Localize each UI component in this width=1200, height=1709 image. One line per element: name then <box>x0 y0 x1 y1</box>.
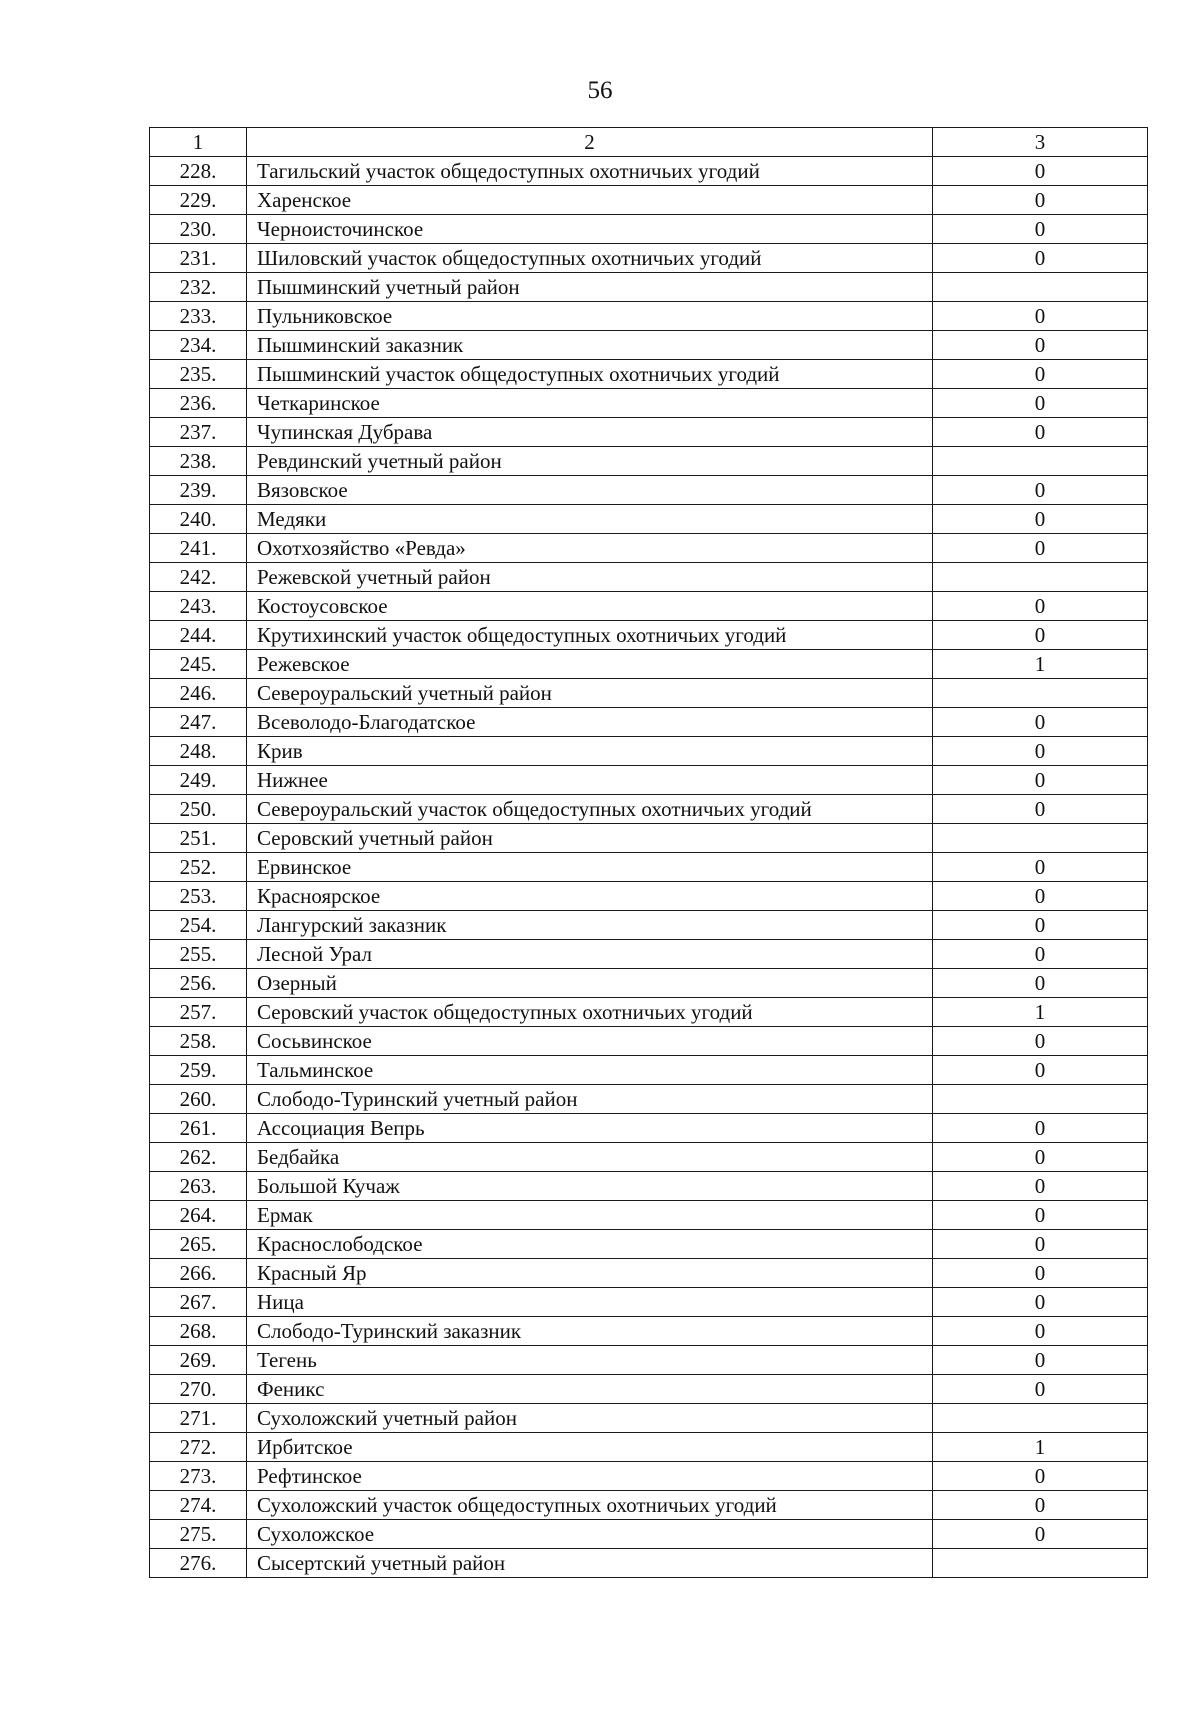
row-number-cell: 249. <box>150 766 247 795</box>
row-name-cell: Красный Яр <box>247 1259 933 1288</box>
row-number-cell: 273. <box>150 1462 247 1491</box>
row-value-cell: 1 <box>933 998 1148 1027</box>
row-number-cell: 236. <box>150 389 247 418</box>
row-name-cell: Нижнее <box>247 766 933 795</box>
row-value-cell: 0 <box>933 1201 1148 1230</box>
row-name-cell: Сухоложский учетный район <box>247 1404 933 1433</box>
row-number-cell: 270. <box>150 1375 247 1404</box>
row-number-cell: 248. <box>150 737 247 766</box>
row-name-cell: Ница <box>247 1288 933 1317</box>
table-row <box>150 824 1148 853</box>
row-number-cell: 230. <box>150 215 247 244</box>
row-number-cell: 274. <box>150 1491 247 1520</box>
table-row <box>150 215 1148 244</box>
row-name-cell: Харенское <box>247 186 933 215</box>
column-header-name: 2 <box>247 128 933 157</box>
row-number-cell: 271. <box>150 1404 247 1433</box>
row-name-cell: Североуральский учетный район <box>247 679 933 708</box>
row-number-cell: 263. <box>150 1172 247 1201</box>
row-value-cell: 0 <box>933 1462 1148 1491</box>
row-name-cell: Пульниковское <box>247 302 933 331</box>
row-value-cell: 0 <box>933 911 1148 940</box>
table-row <box>150 1404 1148 1433</box>
row-name-cell: Лангурский заказник <box>247 911 933 940</box>
row-value-cell <box>933 273 1148 302</box>
table-row <box>150 302 1148 331</box>
table-row <box>150 157 1148 186</box>
row-name-cell: Краснослободское <box>247 1230 933 1259</box>
row-number-cell: 255. <box>150 940 247 969</box>
row-value-cell: 0 <box>933 1288 1148 1317</box>
table-row <box>150 592 1148 621</box>
row-name-cell: Крутихинский участок общедоступных охотничьих угодий <box>247 621 933 650</box>
row-number-cell: 228. <box>150 157 247 186</box>
column-header-value: 3 <box>933 128 1148 157</box>
table-row <box>150 737 1148 766</box>
row-value-cell: 0 <box>933 215 1148 244</box>
table-row <box>150 853 1148 882</box>
table-row <box>150 1027 1148 1056</box>
row-number-cell: 251. <box>150 824 247 853</box>
table-row <box>150 447 1148 476</box>
row-number-cell: 269. <box>150 1346 247 1375</box>
row-value-cell: 0 <box>933 1346 1148 1375</box>
row-number-cell: 229. <box>150 186 247 215</box>
table-row <box>150 1143 1148 1172</box>
row-name-cell: Костоусовское <box>247 592 933 621</box>
row-number-cell: 267. <box>150 1288 247 1317</box>
row-name-cell: Рефтинское <box>247 1462 933 1491</box>
row-name-cell: Сухоложский участок общедоступных охотничьих угодий <box>247 1491 933 1520</box>
row-number-cell: 237. <box>150 418 247 447</box>
table-row <box>150 1114 1148 1143</box>
row-name-cell: Всеволодо-Благодатское <box>247 708 933 737</box>
table-row <box>150 1172 1148 1201</box>
row-name-cell: Сысертский учетный район <box>247 1549 933 1578</box>
table-row <box>150 273 1148 302</box>
row-value-cell: 0 <box>933 882 1148 911</box>
row-value-cell: 0 <box>933 534 1148 563</box>
row-value-cell: 0 <box>933 766 1148 795</box>
table-row <box>150 331 1148 360</box>
row-value-cell: 0 <box>933 1027 1148 1056</box>
row-name-cell: Медяки <box>247 505 933 534</box>
row-name-cell: Бедбайка <box>247 1143 933 1172</box>
row-name-cell: Североуральский участок общедоступных охотничьих угодий <box>247 795 933 824</box>
row-number-cell: 264. <box>150 1201 247 1230</box>
row-number-cell: 232. <box>150 273 247 302</box>
table-row <box>150 244 1148 273</box>
row-value-cell: 0 <box>933 389 1148 418</box>
row-name-cell: Ервинское <box>247 853 933 882</box>
row-number-cell: 266. <box>150 1259 247 1288</box>
row-number-cell: 234. <box>150 331 247 360</box>
row-value-cell: 0 <box>933 302 1148 331</box>
row-number-cell: 253. <box>150 882 247 911</box>
row-value-cell: 0 <box>933 244 1148 273</box>
row-name-cell: Тальминское <box>247 1056 933 1085</box>
row-value-cell: 0 <box>933 1375 1148 1404</box>
table-row <box>150 1201 1148 1230</box>
row-number-cell: 258. <box>150 1027 247 1056</box>
table-row <box>150 476 1148 505</box>
row-value-cell: 1 <box>933 650 1148 679</box>
table-row <box>150 795 1148 824</box>
table-row <box>150 186 1148 215</box>
row-name-cell: Красноярское <box>247 882 933 911</box>
table-row <box>150 563 1148 592</box>
table-row <box>150 969 1148 998</box>
column-header-number: 1 <box>150 128 247 157</box>
table-row <box>150 766 1148 795</box>
row-value-cell: 0 <box>933 331 1148 360</box>
row-name-cell: Сосьвинское <box>247 1027 933 1056</box>
row-name-cell: Черноисточинское <box>247 215 933 244</box>
row-number-cell: 240. <box>150 505 247 534</box>
row-value-cell: 0 <box>933 476 1148 505</box>
row-number-cell: 235. <box>150 360 247 389</box>
row-value-cell: 0 <box>933 360 1148 389</box>
row-name-cell: Слободо-Туринский учетный район <box>247 1085 933 1114</box>
table-row <box>150 1317 1148 1346</box>
table-row <box>150 1259 1148 1288</box>
table-row <box>150 1462 1148 1491</box>
row-name-cell: Четкаринское <box>247 389 933 418</box>
row-name-cell: Чупинская Дубрава <box>247 418 933 447</box>
table-row <box>150 679 1148 708</box>
row-value-cell: 0 <box>933 505 1148 534</box>
row-number-cell: 231. <box>150 244 247 273</box>
row-value-cell <box>933 679 1148 708</box>
row-name-cell: Ассоциация Вепрь <box>247 1114 933 1143</box>
row-name-cell: Озерный <box>247 969 933 998</box>
row-number-cell: 260. <box>150 1085 247 1114</box>
row-number-cell: 272. <box>150 1433 247 1462</box>
row-number-cell: 276. <box>150 1549 247 1578</box>
row-name-cell: Пышминский учетный район <box>247 273 933 302</box>
table-row <box>150 1346 1148 1375</box>
row-value-cell <box>933 1549 1148 1578</box>
row-name-cell: Тегень <box>247 1346 933 1375</box>
row-value-cell <box>933 824 1148 853</box>
row-name-cell: Крив <box>247 737 933 766</box>
table-row <box>150 389 1148 418</box>
row-name-cell: Охотхозяйство «Ревда» <box>247 534 933 563</box>
table-row <box>150 1056 1148 1085</box>
table-row <box>150 1520 1148 1549</box>
row-value-cell <box>933 1404 1148 1433</box>
row-name-cell: Пышминский заказник <box>247 331 933 360</box>
row-number-cell: 241. <box>150 534 247 563</box>
row-name-cell: Вязовское <box>247 476 933 505</box>
row-name-cell: Шиловский участок общедоступных охотничьих угодий <box>247 244 933 273</box>
row-number-cell: 247. <box>150 708 247 737</box>
table-row <box>150 534 1148 563</box>
row-value-cell: 0 <box>933 1143 1148 1172</box>
row-value-cell: 0 <box>933 186 1148 215</box>
row-number-cell: 233. <box>150 302 247 331</box>
row-number-cell: 261. <box>150 1114 247 1143</box>
row-name-cell: Ревдинский учетный район <box>247 447 933 476</box>
row-number-cell: 252. <box>150 853 247 882</box>
row-value-cell: 0 <box>933 157 1148 186</box>
data-table <box>149 127 1148 1578</box>
row-name-cell: Пышминский участок общедоступных охотничьих угодий <box>247 360 933 389</box>
table-row <box>150 708 1148 737</box>
table-row <box>150 998 1148 1027</box>
table-row <box>150 940 1148 969</box>
row-number-cell: 265. <box>150 1230 247 1259</box>
row-value-cell: 1 <box>933 1433 1148 1462</box>
row-value-cell: 0 <box>933 853 1148 882</box>
row-value-cell: 0 <box>933 592 1148 621</box>
table-row <box>150 621 1148 650</box>
row-number-cell: 244. <box>150 621 247 650</box>
row-value-cell: 0 <box>933 1056 1148 1085</box>
row-name-cell: Слободо-Туринский заказник <box>247 1317 933 1346</box>
row-name-cell: Ирбитское <box>247 1433 933 1462</box>
row-value-cell: 0 <box>933 1491 1148 1520</box>
row-value-cell <box>933 1085 1148 1114</box>
row-value-cell <box>933 563 1148 592</box>
row-value-cell: 0 <box>933 708 1148 737</box>
row-name-cell: Серовский участок общедоступных охотничьих угодий <box>247 998 933 1027</box>
row-value-cell <box>933 447 1148 476</box>
table-header-row <box>150 128 1148 157</box>
row-name-cell: Сухоложское <box>247 1520 933 1549</box>
table-row <box>150 1491 1148 1520</box>
row-value-cell: 0 <box>933 621 1148 650</box>
row-name-cell: Большой Кучаж <box>247 1172 933 1201</box>
table-row <box>150 650 1148 679</box>
row-name-cell: Режевское <box>247 650 933 679</box>
row-value-cell: 0 <box>933 795 1148 824</box>
row-number-cell: 243. <box>150 592 247 621</box>
row-number-cell: 259. <box>150 1056 247 1085</box>
row-number-cell: 268. <box>150 1317 247 1346</box>
table-row <box>150 418 1148 447</box>
table-row <box>150 1549 1148 1578</box>
table-row <box>150 882 1148 911</box>
row-number-cell: 254. <box>150 911 247 940</box>
row-name-cell: Режевской учетный район <box>247 563 933 592</box>
row-number-cell: 256. <box>150 969 247 998</box>
row-name-cell: Лесной Урал <box>247 940 933 969</box>
table-body <box>150 128 1148 1578</box>
row-value-cell: 0 <box>933 1520 1148 1549</box>
row-number-cell: 242. <box>150 563 247 592</box>
row-value-cell: 0 <box>933 1259 1148 1288</box>
row-number-cell: 262. <box>150 1143 247 1172</box>
row-name-cell: Феникс <box>247 1375 933 1404</box>
table-row <box>150 1230 1148 1259</box>
page-number: 56 <box>587 77 613 104</box>
row-name-cell: Серовский учетный район <box>247 824 933 853</box>
row-value-cell: 0 <box>933 1230 1148 1259</box>
table-row <box>150 911 1148 940</box>
table-row <box>150 360 1148 389</box>
row-number-cell: 246. <box>150 679 247 708</box>
row-number-cell: 238. <box>150 447 247 476</box>
row-value-cell: 0 <box>933 1317 1148 1346</box>
table-row <box>150 505 1148 534</box>
row-value-cell: 0 <box>933 1114 1148 1143</box>
row-name-cell: Ермак <box>247 1201 933 1230</box>
table-row <box>150 1085 1148 1114</box>
row-number-cell: 245. <box>150 650 247 679</box>
table-row <box>150 1433 1148 1462</box>
table-row <box>150 1288 1148 1317</box>
row-number-cell: 275. <box>150 1520 247 1549</box>
row-number-cell: 257. <box>150 998 247 1027</box>
row-value-cell: 0 <box>933 1172 1148 1201</box>
row-name-cell: Тагильский участок общедоступных охотничьих угодий <box>247 157 933 186</box>
row-number-cell: 250. <box>150 795 247 824</box>
row-value-cell: 0 <box>933 737 1148 766</box>
row-value-cell: 0 <box>933 418 1148 447</box>
row-value-cell: 0 <box>933 969 1148 998</box>
row-value-cell: 0 <box>933 940 1148 969</box>
row-number-cell: 239. <box>150 476 247 505</box>
table-row <box>150 1375 1148 1404</box>
